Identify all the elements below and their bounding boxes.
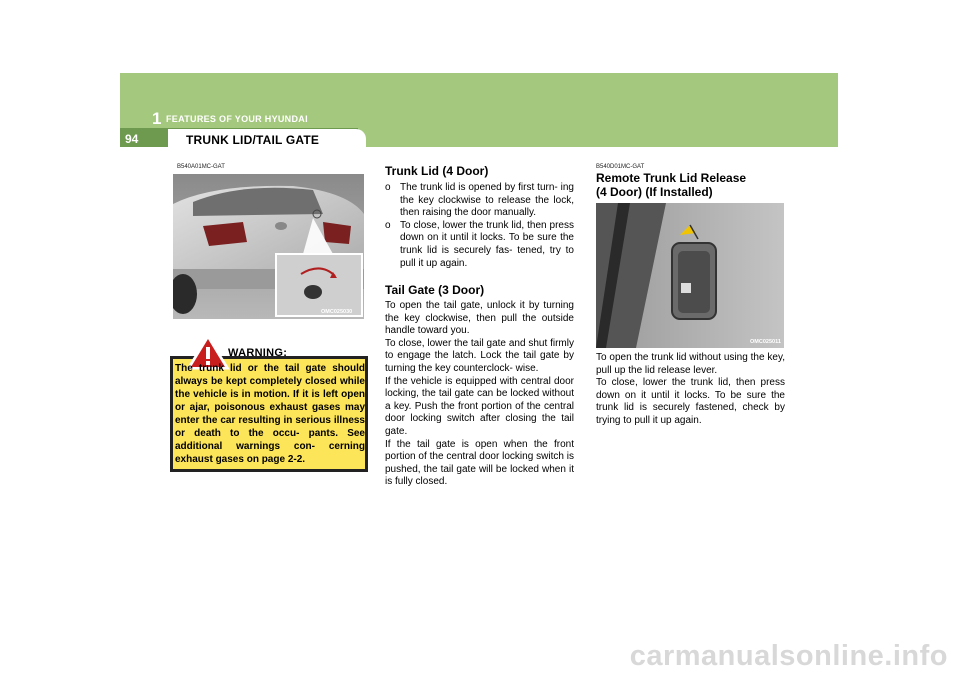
warning-title: WARNING:	[228, 347, 288, 359]
paragraph: If the vehicle is equipped with central door locking, the tail gate can be locked without a key. Push the front portion of the central door locking switch after closing the tail gate.	[385, 375, 574, 437]
trunk-lid-heading: Trunk Lid (4 Door)	[385, 164, 489, 178]
car-rear-illustration	[173, 174, 364, 319]
paragraph: To close, lower the trunk lid, then press down on it until it locks. To be sure the trunk lid is securely fastened, check by trying to pull it up again.	[596, 377, 785, 426]
trunk-lid-photo	[173, 174, 364, 319]
release-lever-illustration	[596, 203, 784, 348]
chapter-title: FEATURES OF YOUR HYUNDAI	[166, 114, 308, 124]
tail-gate-instructions	[385, 300, 574, 489]
paragraph: To close, lower the tail gate and shut firmly to engage the latch. Lock the tail gate by turning the key counterclock- wise.	[385, 337, 574, 374]
list-item	[385, 220, 574, 270]
image-label: OMC025030	[321, 309, 353, 315]
image-label: OMC025011	[750, 339, 781, 345]
bullet-mark: o	[385, 219, 391, 231]
list-item	[385, 182, 574, 220]
section-code: B540D01MC-GAT	[596, 164, 645, 170]
tail-gate-heading: Tail Gate (3 Door)	[385, 283, 485, 297]
section-title: TRUNK LID/TAIL GATE	[186, 133, 320, 147]
chapter-number: 1	[152, 109, 162, 128]
remote-release-heading	[596, 171, 746, 199]
heading-line: (4 Door) (If Installed)	[596, 185, 713, 199]
section-code: B540A01MC-GAT	[177, 164, 225, 170]
bullet-text: To close, lower the trunk lid, then press down on it until it locks. To be sure the trunk lid is securely fas- tened, try to pull it up again.	[400, 219, 574, 269]
paragraph: If the tail gate is open when the front portion of the central door locking switch is pushed, the tail gate will be locked when it is fully closed.	[385, 438, 574, 488]
heading-line: Remote Trunk Lid Release	[596, 171, 747, 185]
trunk-lid-instructions	[385, 182, 574, 270]
remote-release-instructions	[596, 352, 785, 428]
paragraph: To open the trunk lid without using the key, pull up the lid release lever.	[596, 352, 785, 376]
warning-text: The trunk lid or the tail gate should always be kept completely closed while the vehicle is in motion. If it is left open or ajar, poisonous exhaust gases may enter the car resulting in serious illness or death to the occu- pants. See additional warnings con- cerning exhaust gases on page 2-2.	[175, 363, 365, 465]
page-number: 94	[125, 132, 139, 146]
bullet-mark: o	[385, 182, 391, 193]
paragraph: To open the tail gate, unlock it by turning the key clockwise, then pull the outside handle toward you.	[385, 300, 574, 337]
bullet-text: The trunk lid is opened by first turn- ing the key clockwise to release the lock, then raising the door manually.	[400, 182, 574, 219]
footer-watermark: carmanualsonline.info	[629, 640, 948, 672]
release-lever-photo	[596, 203, 784, 348]
